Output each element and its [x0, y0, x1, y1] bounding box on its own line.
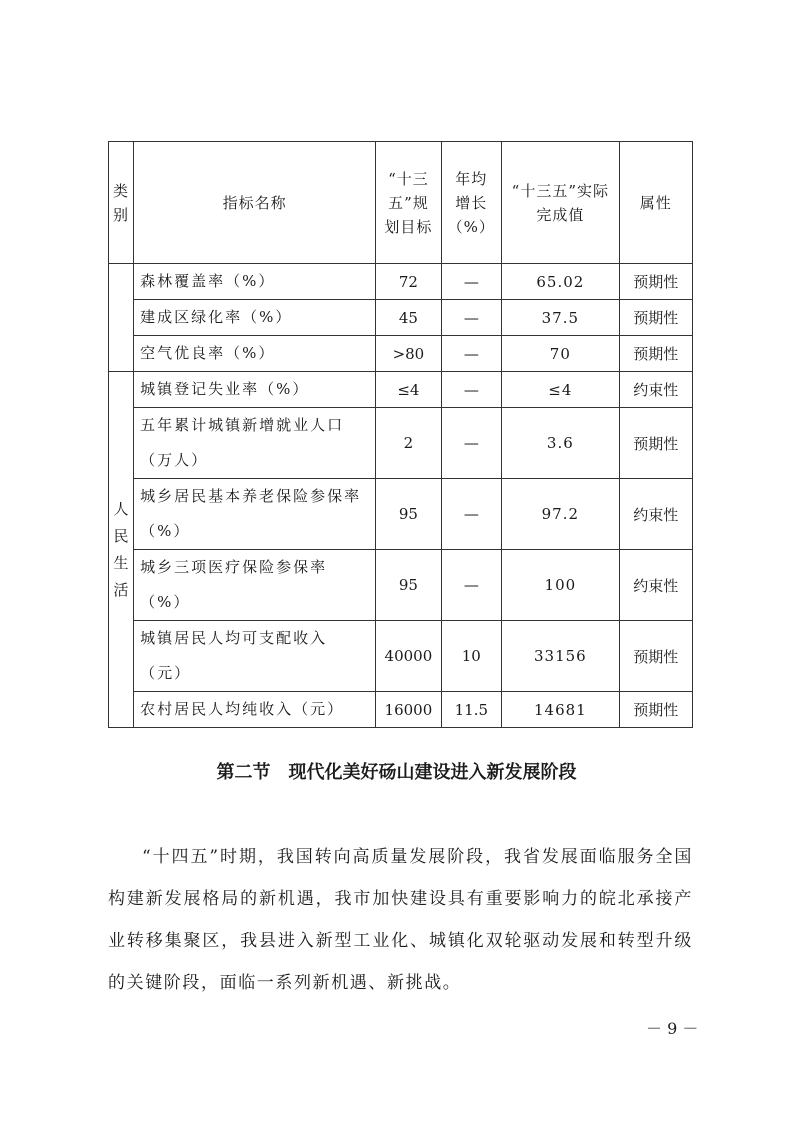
target-cell: >80 — [376, 336, 441, 372]
header-actual: “十三五”实际完成值 — [502, 142, 620, 264]
attribute-cell: 预期性 — [619, 336, 692, 372]
table-row — [109, 550, 693, 621]
name-cell: 城镇登记失业率（%） — [134, 372, 376, 408]
actual-cell: ≤4 — [502, 372, 620, 408]
attribute-cell: 预期性 — [619, 621, 692, 692]
actual-cell: 14681 — [502, 692, 620, 728]
growth-cell: — — [441, 336, 502, 372]
target-cell: 16000 — [376, 692, 441, 728]
table-header-row — [109, 142, 693, 264]
target-cell: 2 — [376, 408, 441, 479]
attribute-cell: 约束性 — [619, 372, 692, 408]
attribute-cell: 预期性 — [619, 408, 692, 479]
target-cell: 45 — [376, 300, 441, 336]
table-row — [109, 372, 693, 408]
name-cell: 森林覆盖率（%） — [134, 264, 376, 300]
name-cell: 建成区绿化率（%） — [134, 300, 376, 336]
name-cell: 农村居民人均纯收入（元） — [134, 692, 376, 728]
name-cell: 城镇居民人均可支配收入（元） — [134, 621, 376, 692]
table-row — [109, 621, 693, 692]
growth-cell: — — [441, 479, 502, 550]
page-number: － 9 － — [646, 1019, 699, 1038]
attribute-cell: 预期性 — [619, 264, 692, 300]
attribute-cell: 约束性 — [619, 550, 692, 621]
attribute-cell: 预期性 — [619, 692, 692, 728]
growth-cell: 11.5 — [441, 692, 502, 728]
actual-cell: 3.6 — [502, 408, 620, 479]
indicator-table — [108, 141, 693, 728]
table-row — [109, 479, 693, 550]
target-cell: 95 — [376, 550, 441, 621]
attribute-cell: 预期性 — [619, 300, 692, 336]
header-target: “十三五”规划目标 — [376, 142, 441, 264]
attribute-cell: 约束性 — [619, 479, 692, 550]
growth-cell: — — [441, 264, 502, 300]
name-cell: 五年累计城镇新增就业人口（万人） — [134, 408, 376, 479]
section-title: 第二节 现代化美好砀山建设进入新发展阶段 — [216, 762, 577, 783]
table-row — [109, 692, 693, 728]
growth-cell: — — [441, 550, 502, 621]
table-row — [109, 336, 693, 372]
growth-cell: — — [441, 300, 502, 336]
name-cell: 城乡三项医疗保险参保率（%） — [134, 550, 376, 621]
header-name: 指标名称 — [134, 142, 376, 264]
actual-cell: 97.2 — [502, 479, 620, 550]
growth-cell: — — [441, 372, 502, 408]
actual-cell: 100 — [502, 550, 620, 621]
growth-cell: 10 — [441, 621, 502, 692]
target-cell: 40000 — [376, 621, 441, 692]
growth-cell: — — [441, 408, 502, 479]
actual-cell: 70 — [502, 336, 620, 372]
target-cell: ≤4 — [376, 372, 441, 408]
actual-cell: 65.02 — [502, 264, 620, 300]
table-row — [109, 264, 693, 300]
name-cell: 城乡居民基本养老保险参保率（%） — [134, 479, 376, 550]
table-row — [109, 408, 693, 479]
target-cell: 72 — [376, 264, 441, 300]
header-category: 类别 — [109, 142, 134, 264]
header-attribute: 属性 — [619, 142, 692, 264]
header-growth: 年均增长（%） — [441, 142, 502, 264]
body-paragraph: “十四五”时期，我国转向高质量发展阶段，我省发展面临服务全国构建新发展格局的新机遇，我市加快建设具有重要影响力的皖北承接产业转移集聚区，我县进入新型工业化、城镇化双轮驱动发展和转型升级的关键阶段，面临一系列新机遇、新挑战。 — [108, 847, 693, 993]
table-row — [109, 300, 693, 336]
category-cell: 人民生活 — [109, 372, 134, 728]
target-cell: 95 — [376, 479, 441, 550]
actual-cell: 37.5 — [502, 300, 620, 336]
actual-cell: 33156 — [502, 621, 620, 692]
category-cell — [109, 264, 134, 372]
name-cell: 空气优良率（%） — [134, 336, 376, 372]
